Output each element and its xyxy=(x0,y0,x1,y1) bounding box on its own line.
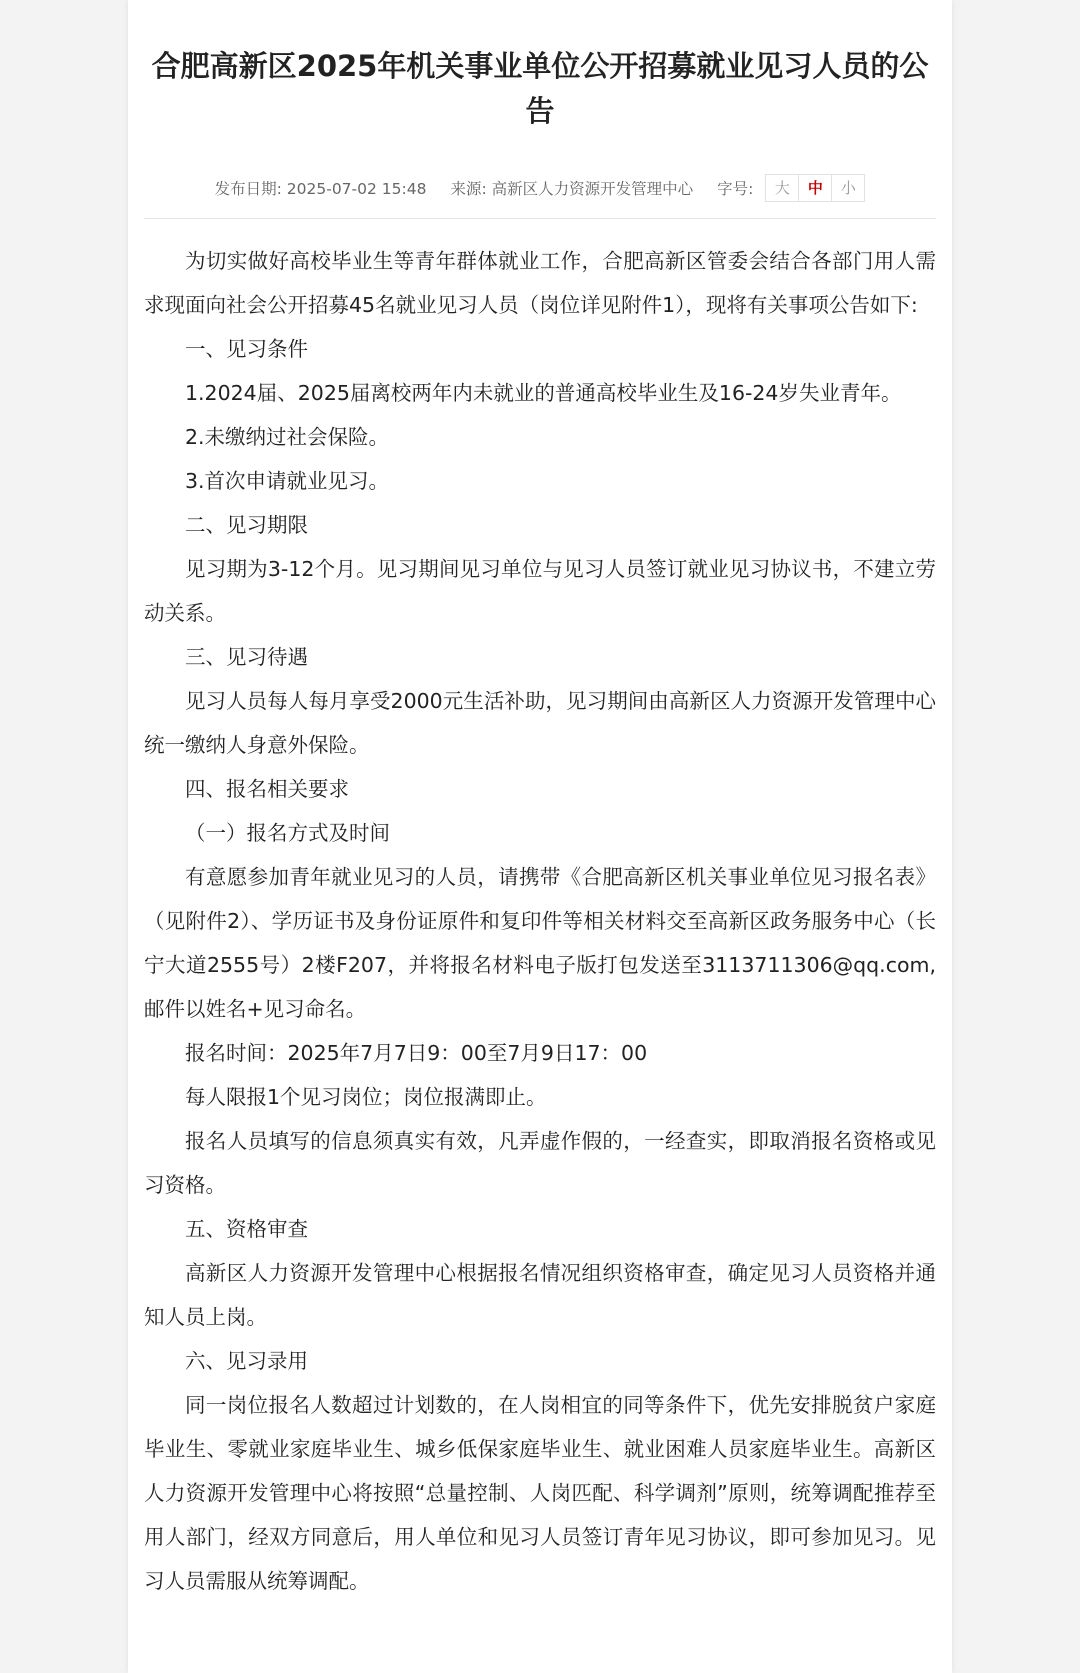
font-size-small-button[interactable]: 小 xyxy=(840,179,856,197)
font-size-control xyxy=(717,174,865,202)
publish-date-label: 发布日期: xyxy=(214,180,282,198)
article-title: 合肥高新区2025年机关事业单位公开招募就业见习人员的公告 xyxy=(151,49,929,128)
paragraph: 有意愿参加青年就业见习的人员，请携带《合肥高新区机关事业单位见习报名表》（见附件2）、学历证书及身份证原件和复印件等相关材料交至高新区政务服务中心（长宁大道2555号）2楼F207，并将报名材料电子版打包发送至3113711306@qq.com,邮件以姓名+见习命名。 xyxy=(144,865,936,1021)
font-size-medium-button[interactable]: 中 xyxy=(799,175,832,201)
article-meta xyxy=(146,172,934,204)
paragraph: 见习期为3-12个月。见习期间见习单位与见习人员签订就业见习协议书，不建立劳动关系。 xyxy=(144,557,936,625)
section-heading: 一、见习条件 xyxy=(185,337,308,361)
paragraph: 1.2024届、2025届离校两年内未就业的普通高校毕业生及16-24岁失业青年。 xyxy=(185,381,902,405)
paragraph: 同一岗位报名人数超过计划数的，在人岗相宜的同等条件下，优先安排脱贫户家庭毕业生、零就业家庭毕业生、城乡低保家庭毕业生、就业困难人员家庭毕业生。高新区人力资源开发管理中心将按照“总量控制、人岗匹配、科学调剂”原则，统筹调配推荐至用人部门，经双方同意后，用人单位和见习人员签订青年见习协议，即可参加见习。见习人员需服从统筹调配。 xyxy=(144,1393,936,1593)
article-source xyxy=(450,177,693,199)
paragraph: 2.未缴纳过社会保险。 xyxy=(185,425,390,449)
section-heading: 三、见习待遇 xyxy=(185,645,308,669)
paragraph: 高新区人力资源开发管理中心根据报名情况组织资格审查，确定见习人员资格并通知人员上岗。 xyxy=(144,1261,936,1329)
paragraph: 报名时间：2025年7月7日9：00至7月9日17：00 xyxy=(185,1041,648,1065)
source-label: 来源: xyxy=(450,180,487,198)
paragraph: 为切实做好高校毕业生等青年群体就业工作，合肥高新区管委会结合各部门用人需求现面向社会公开招募45名就业见习人员（岗位详见附件1），现将有关事项公告如下: xyxy=(144,249,936,317)
paragraph: 每人限报1个见习岗位；岗位报满即止。 xyxy=(185,1085,547,1109)
section-heading: 六、见习录用 xyxy=(185,1349,308,1373)
paragraph: 见习人员每人每月享受2000元生活补助，见习期间由高新区人力资源开发管理中心统一缴纳人身意外保险。 xyxy=(144,689,936,757)
section-heading: 四、报名相关要求 xyxy=(185,777,349,801)
paragraph: 3.首次申请就业见习。 xyxy=(185,469,390,493)
source-value: 高新区人力资源开发管理中心 xyxy=(491,180,694,198)
subsection-heading: （一）报名方式及时间 xyxy=(185,821,390,845)
publish-date-value: 2025-07-02 15:48 xyxy=(286,180,427,198)
article-page xyxy=(128,0,952,1673)
meta-divider xyxy=(144,218,936,219)
section-heading: 五、资格审查 xyxy=(185,1217,308,1241)
paragraph: 报名人员填写的信息须真实有效，凡弄虚作假的，一经查实，即取消报名资格或见习资格。 xyxy=(144,1129,936,1197)
article-body xyxy=(144,239,936,1603)
font-size-options xyxy=(765,174,865,202)
font-size-label: 字号: xyxy=(717,180,754,198)
section-heading: 二、见习期限 xyxy=(185,513,308,537)
publish-date xyxy=(215,177,427,199)
font-size-large-button[interactable]: 大 xyxy=(766,175,799,201)
